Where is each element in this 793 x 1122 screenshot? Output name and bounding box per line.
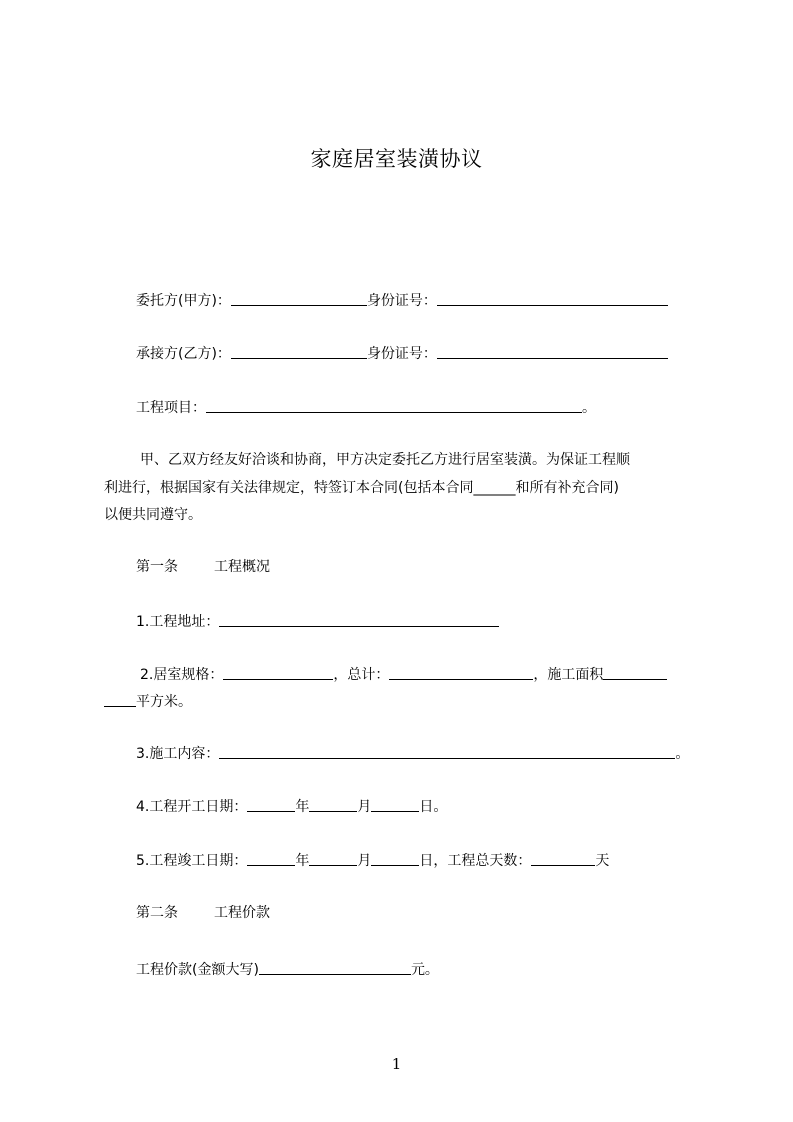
- address-line: [136, 611, 499, 631]
- article-1-number: 第一条: [136, 559, 178, 575]
- spec-line-2: [104, 691, 192, 711]
- start-year-unit: 年: [295, 799, 310, 815]
- finish-month-blank[interactable]: [309, 850, 357, 866]
- party-a-name-blank[interactable]: [231, 290, 367, 306]
- party-b-label: 承接方(乙方)：: [136, 346, 231, 362]
- area-label: ，施工面积: [533, 667, 604, 683]
- project-blank[interactable]: [206, 397, 582, 413]
- price-line: [136, 959, 439, 979]
- party-a-id-label: 身份证号：: [366, 293, 437, 309]
- start-day-unit: 日。: [419, 799, 448, 815]
- start-day-blank[interactable]: [371, 796, 419, 812]
- party-a-label: 委托方(甲方)：: [136, 293, 231, 309]
- area-unit: 平方米。: [136, 694, 192, 710]
- total-blank[interactable]: [389, 664, 533, 680]
- total-days-label: 工程总天数：: [447, 853, 532, 869]
- address-label: 1.工程地址：: [136, 614, 220, 630]
- intro-line-1: 甲、乙双方经友好洽谈和协商，甲方决定委托乙方进行居室装潢。为保证工程顺: [140, 452, 630, 468]
- article-1-heading: [136, 557, 270, 577]
- party-a-id-blank[interactable]: [437, 290, 668, 306]
- start-date-line: [136, 796, 447, 816]
- start-month-blank[interactable]: [309, 796, 357, 812]
- price-blank[interactable]: [259, 959, 411, 975]
- finish-day-blank[interactable]: [371, 850, 419, 866]
- spec-blank[interactable]: [223, 664, 333, 680]
- start-month-unit: 月: [357, 799, 372, 815]
- address-blank[interactable]: [219, 611, 499, 627]
- total-days-blank[interactable]: [531, 850, 595, 866]
- finish-day-unit: 日，: [419, 853, 448, 869]
- intro-line-2: 利进行，根据国家有关法律规定，特签订本合同(包括本合同______和所有补充合同): [104, 480, 619, 496]
- finish-year-unit: 年: [295, 853, 310, 869]
- party-b-id-blank[interactable]: [437, 343, 668, 359]
- content-blank[interactable]: [219, 743, 675, 759]
- spec-line: [140, 664, 667, 684]
- project-end: 。: [582, 400, 596, 416]
- price-unit: 元。: [410, 962, 439, 978]
- finish-date-label: 5.工程竣工日期：: [136, 853, 248, 869]
- area-blank[interactable]: [603, 664, 667, 680]
- intro-line-3: 以便共同遵守。: [104, 507, 202, 523]
- days-unit: 天: [595, 853, 610, 869]
- total-label: ，总计：: [333, 667, 390, 683]
- article-1-title: 工程概况: [214, 559, 270, 575]
- party-b-id-label: 身份证号：: [366, 346, 437, 362]
- area-blank-cont[interactable]: [104, 691, 136, 707]
- page-number: 1: [391, 1055, 402, 1073]
- document-title: 家庭居室装潢协议: [310, 147, 483, 171]
- finish-month-unit: 月: [357, 853, 372, 869]
- content-label: 3.施工内容：: [136, 746, 220, 762]
- party-b-name-blank[interactable]: [231, 343, 367, 359]
- project-line: [136, 397, 596, 417]
- price-label: 工程价款(金额大写): [136, 962, 259, 978]
- article-2-title: 工程价款: [214, 905, 270, 921]
- party-a-line: [136, 290, 668, 310]
- finish-year-blank[interactable]: [247, 850, 295, 866]
- project-label: 工程项目：: [136, 400, 206, 416]
- start-year-blank[interactable]: [247, 796, 295, 812]
- spec-label: 2.居室规格：: [140, 667, 224, 683]
- article-2-heading: [136, 903, 270, 923]
- content-line: [136, 743, 689, 763]
- party-b-line: [136, 343, 668, 363]
- finish-date-line: [136, 850, 609, 870]
- content-end: 。: [675, 746, 690, 762]
- article-2-number: 第二条: [136, 905, 178, 921]
- start-date-label: 4.工程开工日期：: [136, 799, 248, 815]
